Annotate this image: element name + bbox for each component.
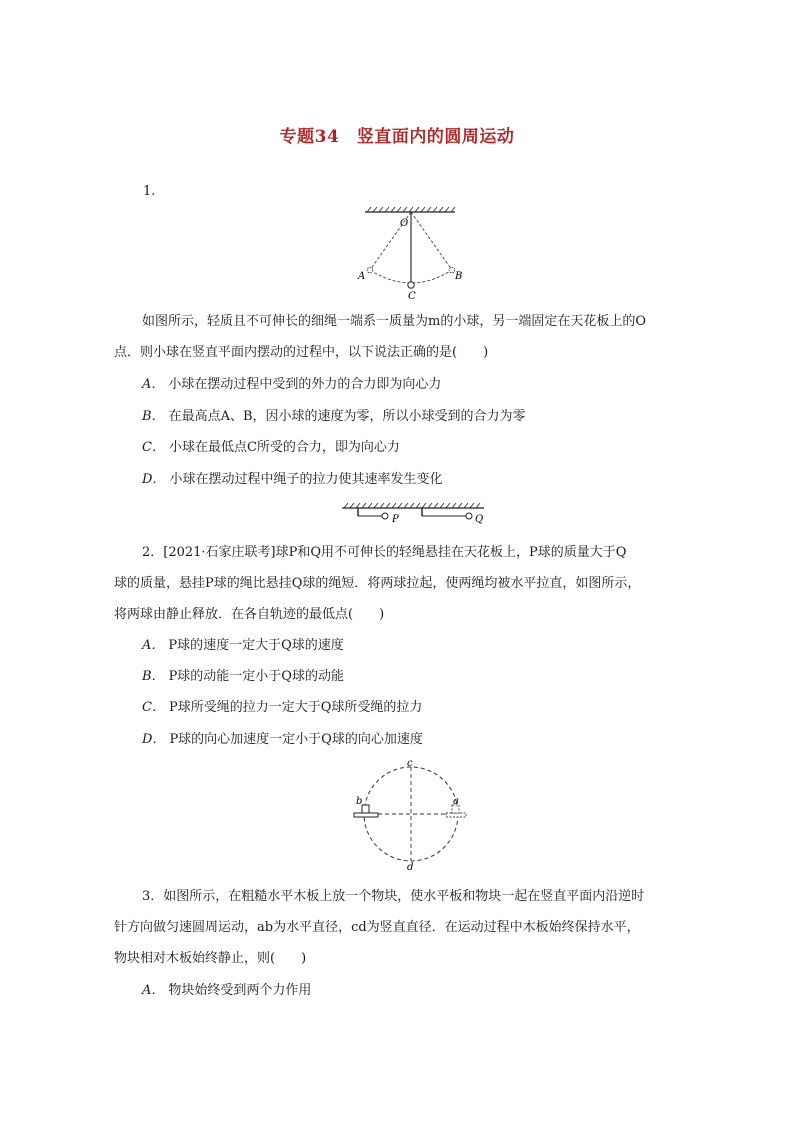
q2-option-d-text: P球的向心加速度一定小于Q球的向心加速度 [169,732,423,747]
q1-option-d-text: 小球在摆动过程中绳子的拉力使其速率发生变化 [169,472,443,487]
q1-label-o: O [400,218,409,229]
q2-option-b [142,669,344,685]
q1-ball-c [408,282,414,288]
q3-stem-line-1: 3．如图所示，在粗糙水平木板上放一个物块，使水平板和物块一起在竖直平面内沿逆时 [142,889,645,904]
q1-ball-b [449,267,455,273]
q1-string-b [411,212,452,270]
q3-stem-line-3: 物块相对木板始终静止，则( ) [114,951,307,966]
q1-option-b-text: 在最高点A、B，因小球的速度为零，所以小球受到的合力为零 [168,409,526,424]
q1-stem-line-1: 如图所示，轻质且不可伸长的细绳一端系一质量为m的小球，另一端固定在天花板上的O [142,314,646,329]
q3-stem-line-2: 针方向做匀速圆周运动，ab为水平直径，cd为竖直直径．在运动过程中木板始终保持水平， [114,920,640,935]
q2-option-c [142,700,422,716]
q1-option-b-label: B． [142,409,165,424]
q1-stem-line-2: 点．则小球在竖直平面内摆动的过程中，以下说法正确的是( ) [114,345,489,360]
q1-option-c [142,440,400,456]
q3-label-c: c [407,758,413,769]
q3-option-a [142,983,311,999]
q3-label-b: b [356,796,363,807]
q2-option-d [142,732,423,748]
q2-stem-line-1: 2．[2021·石家庄联考]球P和Q用不可伸长的轻绳悬挂在天花板上，P球的质量大于Q [142,545,627,560]
q3-option-a-label: A． [142,983,165,998]
q2-stem-line-3: 将两球由静止释放．在各自轨迹的最低点( ) [114,607,385,622]
q2-option-a [142,638,344,654]
q1-option-d-label: D． [142,472,166,487]
q2-label-p: P [392,514,399,525]
q1-ceiling [365,207,455,212]
q1-option-b [142,409,526,425]
q3-block-b [362,805,369,813]
q1-option-c-text: 小球在最低点C所受的合力，即为向心力 [168,440,400,455]
q2-option-b-text: P球的动能一定小于Q球的动能 [168,669,344,684]
q1-option-c-label: C． [142,440,165,455]
q1-label-b: B [455,271,463,282]
q1-label-a: A [358,271,366,282]
q1-option-a [142,377,441,393]
q3-label-a: a [453,796,459,807]
q2-ball-q [466,513,472,519]
q3-label-d: d [407,862,414,870]
page-title: 专题34 竖直面内的圆周运动 [279,127,515,147]
q2-option-c-text: P球所受绳的拉力一定大于Q球所受绳的拉力 [168,700,423,715]
q1-ball-a [367,267,373,273]
q2-stem-line-2: 球的质量，悬挂P球的绳比悬挂Q球的绳短．将两球拉起，使两绳均被水平拉直，如图所示， [114,576,641,591]
q2-ceiling [342,503,484,508]
q2-option-c-label: C． [142,700,165,715]
q1-label-c: C [408,291,416,302]
q2-option-b-label: B． [142,669,165,684]
q2-ball-p [382,513,388,519]
q2-label-q: Q [475,514,484,525]
q2-option-a-text: P球的速度一定大于Q球的速度 [168,638,344,653]
q3-circle-figure [348,758,474,870]
q1-option-a-text: 小球在摆动过程中受到的外力的合力即为向心力 [168,377,442,392]
q3-board-b [354,813,378,817]
q1-option-d [142,472,442,488]
q2-option-a-label: A． [142,638,165,653]
q2-two-pendulums-figure [338,502,488,530]
q1-option-a-label: A． [142,377,165,392]
q3-option-a-text: 物块始终受到两个力作用 [168,983,312,998]
q2-option-d-label: D． [142,732,166,747]
q3-board-a [446,813,466,817]
q1-number: 1. [143,184,156,199]
q1-pendulum-figure [355,204,465,302]
